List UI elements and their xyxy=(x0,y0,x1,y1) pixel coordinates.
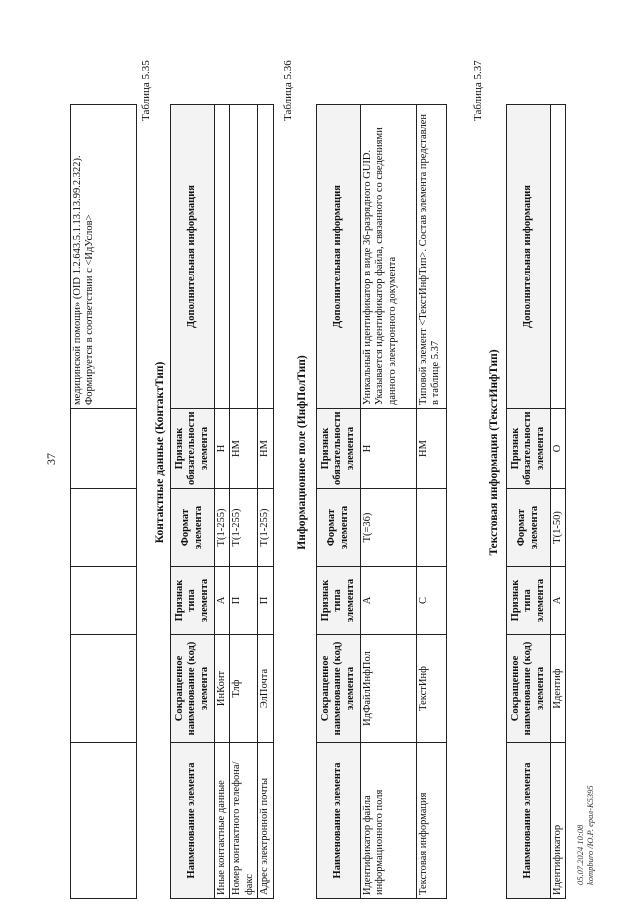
col-header: Признак типа элемента xyxy=(317,567,361,635)
col-header: Признак обязательности элемента xyxy=(507,409,551,489)
element-name: Номер контактного телефона/факс xyxy=(230,743,258,899)
cell xyxy=(71,635,137,743)
element-type: П xyxy=(230,567,258,635)
table-number: Таблица 5.35 xyxy=(140,60,152,121)
element-code: ТекстИнф xyxy=(417,635,447,743)
element-code: Тлф xyxy=(230,635,258,743)
table-title: Информационное поле (ИнфПолТип) xyxy=(296,355,308,550)
element-required: НМ xyxy=(230,409,258,489)
element-code: ЭлПочта xyxy=(258,635,273,743)
element-type: А xyxy=(215,567,230,635)
col-header: Формат элемента xyxy=(171,489,215,567)
element-type: С xyxy=(417,567,447,635)
stamp-date: 05.07.2024 10:08 xyxy=(575,824,585,885)
element-required: Н xyxy=(361,409,417,489)
col-header: Дополнительная информация xyxy=(171,105,215,409)
element-name: Иные контактные данные xyxy=(215,743,230,899)
element-info xyxy=(258,105,273,409)
table-row xyxy=(230,105,258,899)
element-format: Т(1-255) xyxy=(215,489,230,567)
table-title: Контактные данные (КонтактТип) xyxy=(154,361,166,544)
element-name: Текстовая информация xyxy=(417,743,447,899)
element-format: Т(1-50) xyxy=(551,489,566,567)
element-required: НМ xyxy=(417,409,447,489)
element-info xyxy=(230,105,258,409)
col-header: Сокращенное наименование (код) элемента xyxy=(507,635,551,743)
col-header: Формат элемента xyxy=(317,489,361,567)
col-header: Формат элемента xyxy=(507,489,551,567)
info-cell xyxy=(71,105,137,409)
element-info: Уникальный идентификатор в виде 36-разрядного GUID. Указывается идентификатор файла, связанного со сведениями данного электронного документа xyxy=(361,105,417,409)
info-line: медицинской помощи» (OID 1.2.643.5.1.13.13.99.2.322). xyxy=(72,155,83,405)
element-format: Т(=36) xyxy=(361,489,417,567)
table-row xyxy=(258,105,273,899)
element-name: Идентификатор xyxy=(551,743,566,899)
table-row xyxy=(417,105,447,899)
col-header: Признак обязательности элемента xyxy=(171,409,215,489)
col-header: Сокращенное наименование (код) элемента xyxy=(171,635,215,743)
table-number: Таблица 5.37 xyxy=(472,60,484,121)
col-header: Дополнительная информация xyxy=(317,105,361,409)
element-type: П xyxy=(258,567,273,635)
cell xyxy=(71,409,137,489)
element-required: Н xyxy=(215,409,230,489)
col-header: Наименование элемента xyxy=(171,743,215,899)
element-info: Типовой элемент <ТекстИнфТип>. Состав элемента представлен в таблице 5.37 xyxy=(417,105,447,409)
element-info xyxy=(215,105,230,409)
element-code: ИдФайлИнфПол xyxy=(361,635,417,743)
element-required: О xyxy=(551,409,566,489)
contacts-table xyxy=(170,104,274,899)
cell xyxy=(71,567,137,635)
element-info xyxy=(551,105,566,409)
col-header: Дополнительная информация xyxy=(507,105,551,409)
table-number: Таблица 5.36 xyxy=(282,60,294,121)
col-header: Признак типа элемента xyxy=(507,567,551,635)
table-row xyxy=(551,105,566,899)
element-name: Идентификатор файла информационного поля xyxy=(361,743,417,899)
table-row xyxy=(361,105,417,899)
text-info-table xyxy=(506,104,566,899)
page-number: 37 xyxy=(44,453,58,465)
element-format xyxy=(417,489,447,567)
element-format: Т(1-255) xyxy=(258,489,273,567)
element-code: ИнКонт xyxy=(215,635,230,743)
col-header: Признак типа элемента xyxy=(171,567,215,635)
table-title: Текстовая информация (ТекстИнфТип) xyxy=(488,349,500,556)
info-field-table xyxy=(316,104,447,899)
print-stamp xyxy=(576,785,596,885)
element-code: Идентиф xyxy=(551,635,566,743)
element-required: НМ xyxy=(258,409,273,489)
col-header: Наименование элемента xyxy=(507,743,551,899)
cell xyxy=(71,489,137,567)
cell xyxy=(71,743,137,899)
stamp-user: kompburo /Ю.Р. ерал-К5395 xyxy=(584,785,595,885)
element-format: Т(1-255) xyxy=(230,489,258,567)
continuation-table xyxy=(70,104,137,899)
col-header: Наименование элемента xyxy=(317,743,361,899)
table-row xyxy=(215,105,230,899)
element-type: А xyxy=(551,567,566,635)
info-line: Формируется в соответствии с <ИдУслов> xyxy=(84,214,96,405)
col-header: Сокращенное наименование (код) элемента xyxy=(317,635,361,743)
element-type: А xyxy=(361,567,417,635)
col-header: Признак обязательности элемента xyxy=(317,409,361,489)
element-name: Адрес электронной почты xyxy=(258,743,273,899)
